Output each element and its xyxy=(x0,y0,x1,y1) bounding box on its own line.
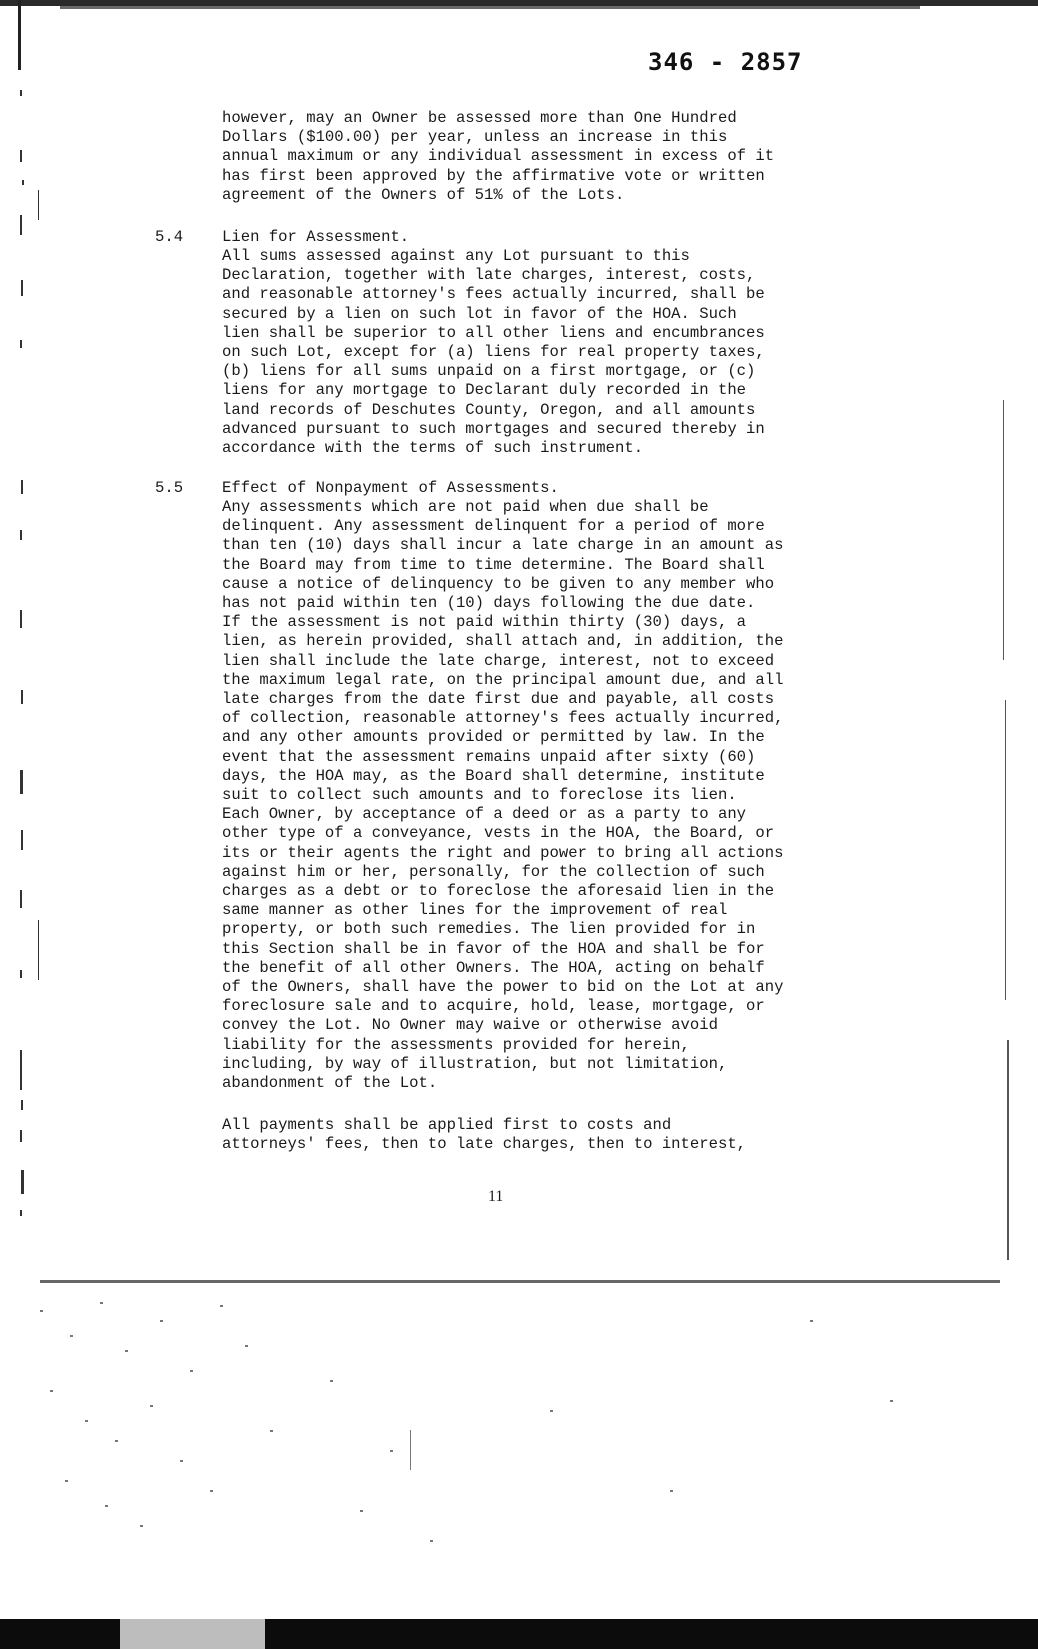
section-body-5-5: Any assessments which are not paid when due shall be delinquent. Any assessment delinquent for a period of more than ten (10) days shall incur a late charge in an amount as the Board may from time to time determine. The Board shall cause a notice of delinquency to be given to any member who has not paid within ten (10) days following the due date. If the assessment is not paid within thirty (30) days, a lien, as herein provided, shall attach and, in addition, the lien shall include the late charge, interest, not to exceed the maximum legal rate, on the principal amount due, and all late charges from the date first due and payable, all costs of collection, reasonable attorney's fees actually incurred, and any other amounts provided or permitted by law. In the event that the assessment remains unpaid after sixty (60) days, the HOA may, as the Board shall determine, institute suit to collect such amounts and to foreclose its lien. Each Owner, by acceptance of a deed or as a party to any other type of a conveyance, vests in the HOA, the Board, or its or their agents the right and power to bring all actions against him or her, personally, for the collection of such charges as a debt or to foreclose the aforesaid lien in the same manner as other lines for the improvement of real property, or both such remedies. The lien provided for in this Section shall be in favor of the HOA and shall be for the benefit of all other Owners. The HOA, acting on behalf of the Owners, shall have the power to bid on the Lot at any foreclosure sale and to acquire, hold, lease, mortgage, or convey the Lot. No Owner may waive or otherwise avoid liability for the assessments provided for herein, including, by way of illustration, but not limitation, abandonment of the Lot. xyxy=(222,498,784,1093)
section-body-5-4: All sums assessed against any Lot pursuant to this Declaration, together with late charges, interest, costs, and reasonable attorney's fees actually incurred, shall be secured by a lien on such lot in favor of the HOA. Such lien shall be superior to all other liens and encumbrances on such Lot, except for (a) liens for real property taxes, (b) liens for all sums unpaid on a first mortgage, or (c) liens for any mortgage to Declarant duly recorded in the land records of Deschutes County, Oregon, and all amounts advanced pursuant to such mortgages and secured thereby in accordance with the terms of such instrument. xyxy=(222,247,765,458)
page-number-footer: 11 xyxy=(488,1188,504,1205)
scan-right-margin-marks xyxy=(995,400,1025,1280)
section-title-5-5: Effect of Nonpayment of Assessments. xyxy=(222,479,559,497)
scan-speckle-noise xyxy=(30,1290,950,1560)
scan-page-edge-line xyxy=(40,1280,1000,1283)
section-number-5-5: 5.5 xyxy=(155,479,184,497)
continuation-paragraph: however, may an Owner be assessed more than One Hundred Dollars ($100.00) per year, unless an increase in this annual maximum or any individual assessment in excess of it has first been approved by the affirmative vote or written agreement of the Owners of 51% of the Lots. xyxy=(222,109,775,204)
section-number-5-4: 5.4 xyxy=(155,228,184,246)
scan-left-edge xyxy=(18,0,21,70)
recording-page-stamp: 346 - 2857 xyxy=(648,48,803,76)
scan-top-shadow xyxy=(60,6,920,9)
scan-left-margin-marks xyxy=(20,90,44,1210)
section-title-5-4: Lien for Assessment. xyxy=(222,228,410,246)
scan-bottom-gap xyxy=(120,1619,265,1649)
payments-paragraph: All payments shall be applied first to costs and attorneys' fees, then to late charges, then to interest, xyxy=(222,1116,747,1154)
